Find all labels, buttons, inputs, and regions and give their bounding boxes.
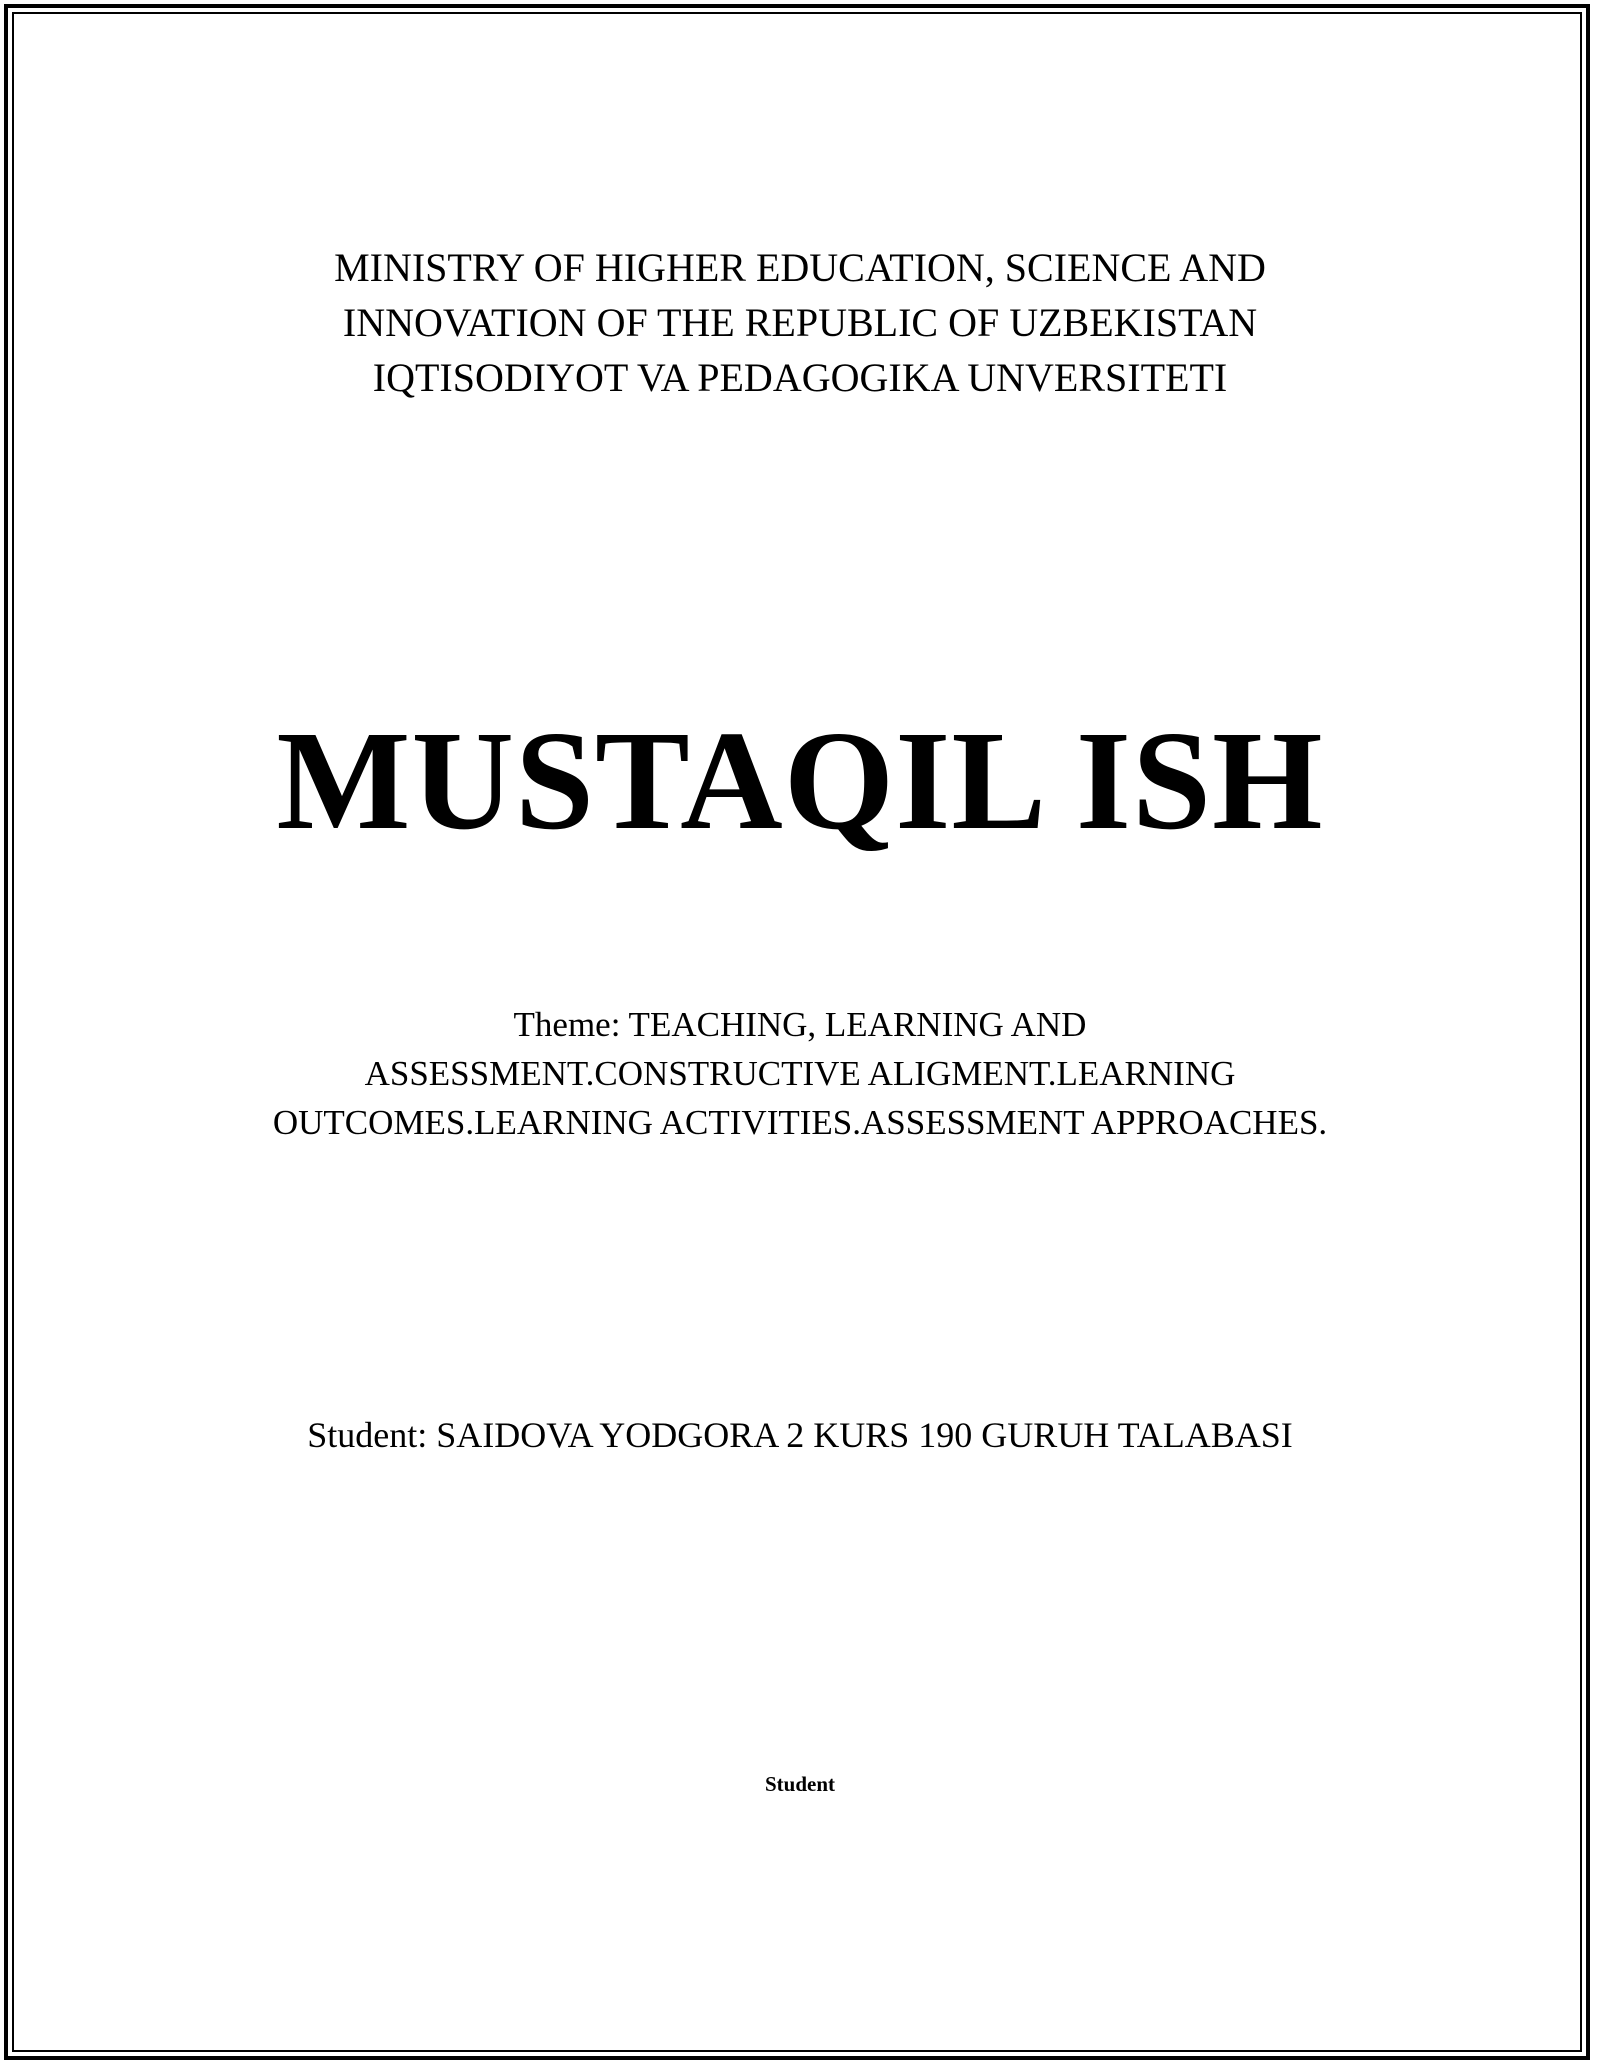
student-label: Student xyxy=(764,1772,836,1796)
theme-line-2: ASSESSMENT.CONSTRUCTIVE ALIGMENT.LEARNING xyxy=(364,1054,1236,1093)
header-line-republic: INNOVATION OF THE REPUBLIC OF UZBEKISTAN xyxy=(342,300,1258,345)
header-line-ministry: MINISTRY OF HIGHER EDUCATION, SCIENCE AND xyxy=(334,245,1266,290)
theme-line-3: OUTCOMES.LEARNING ACTIVITIES.ASSESSMENT APPROACHES. xyxy=(272,1103,1328,1142)
theme-line-1: Theme: TEACHING, LEARNING AND xyxy=(513,1005,1087,1044)
student-info: Student: SAIDOVA YODGORA 2 KURS 190 GURUH TALABASI xyxy=(307,1415,1293,1455)
header-line-university: IQTISODIYOT VA PEDAGOGIKA UNVERSITETI xyxy=(372,355,1228,400)
theme-block xyxy=(0,1000,1600,1147)
document-title: MUSTAQIL ISH xyxy=(276,701,1324,859)
institution-header xyxy=(0,240,1600,405)
